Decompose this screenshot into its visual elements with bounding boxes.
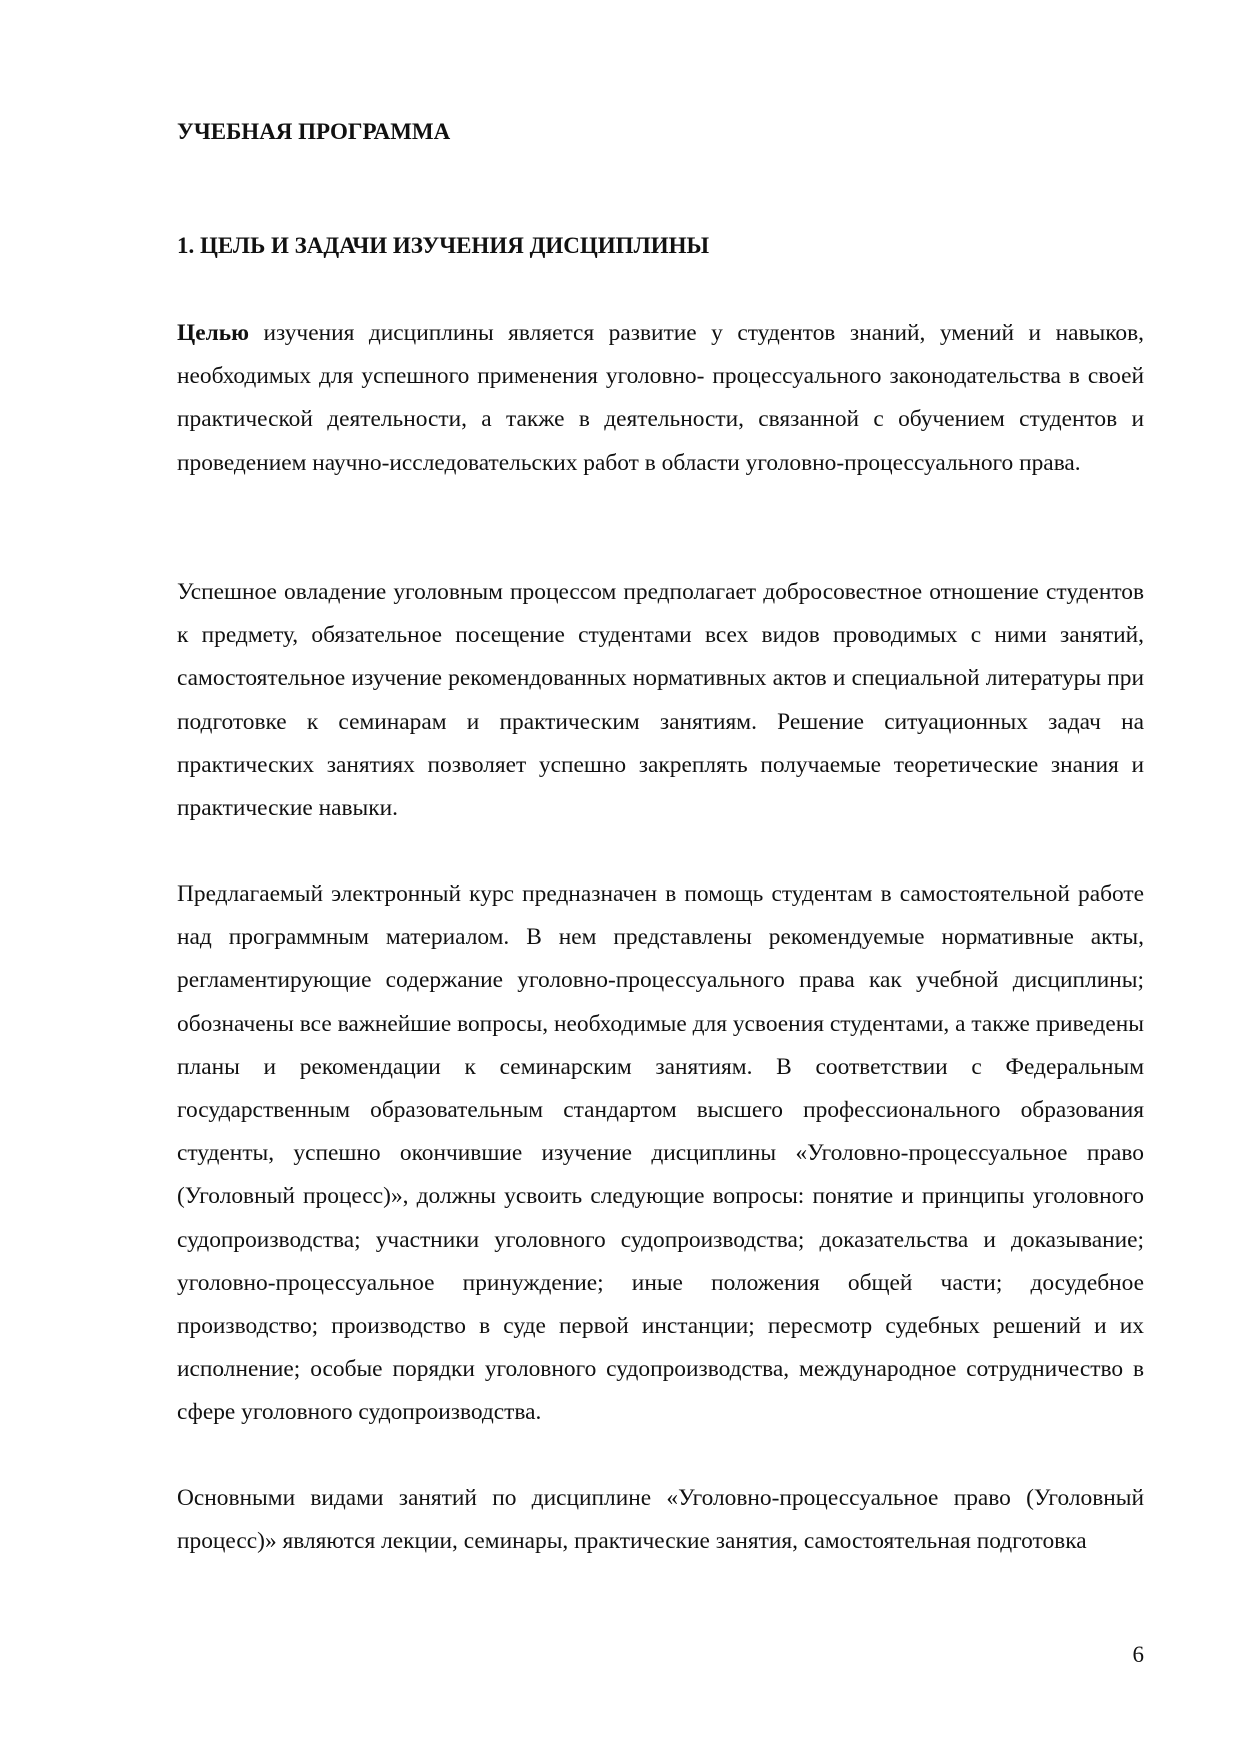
paragraph-goal-text: изучения дисциплины является развитие у студентов знаний, умений и навыков, необходимых для успешного применения уголовно- процессуального законодательства в своей практической деятельности, а также в деятельности, связанной с обучением студентов и проведением научно-исследовательских работ в области уголовно-процессуального права.: [177, 320, 1144, 476]
section-heading: 1. ЦЕЛЬ И ЗАДАЧИ ИЗУЧЕНИЯ ДИСЦИПЛИНЫ: [177, 233, 710, 258]
paragraph-mastery: Успешное овладение уголовным процессом предполагает добросовестное отношение студентов к предмету, обязательное посещение студентами всех видов проводимых с ними занятий, самостоятельное изучение рекомендованных нормативных актов и специальной литературы при подготовке к семинарам и практическим занятиям. Решение ситуационных задач на практических занятиях позволяет успешно закреплять получаемые теоретические знания и практические навыки.: [177, 579, 1144, 822]
paragraph-goal-lead: Целью: [177, 320, 249, 346]
document-title: УЧЕБНАЯ ПРОГРАММА: [177, 119, 451, 144]
page-number: 6: [1132, 1642, 1144, 1667]
paragraph-activities: Основными видами занятий по дисциплине «Уголовно-процессуальное право (Уголовный процесс)» являются лекции, семинары, практические занятия, самостоятельная подготовка: [177, 1485, 1144, 1555]
paragraph-course: Предлагаемый электронный курс предназначен в помощь студентам в самостоятельной работе над программным материалом. В нем представлены рекомендуемые нормативные акты, регламентирующие содержание уголовно-процессуального права как учебной дисциплины; обозначены все важнейшие вопросы, необходимые для усвоения студентами, а также приведены планы и рекомендации к семинарским занятиям. В соответствии с Федеральным государственным образовательным стандартом высшего профессионального образования студенты, успешно окончившие изучение дисциплины «Уголовно-процессуальное право (Уголовный процесс)», должны усвоить следующие вопросы: понятие и принципы уголовного судопроизводства; участники уголовного судопроизводства; доказательства и доказывание; уголовно-процессуальное принуждение; иные положения общей части; досудебное производство; производство в суде первой инстанции; пересмотр судебных решений и их исполнение; особые порядки уголовного судопроизводства, международное сотрудничество в сфере уголовного судопроизводства.: [177, 881, 1144, 1426]
paragraph-goal: [177, 312, 1144, 485]
